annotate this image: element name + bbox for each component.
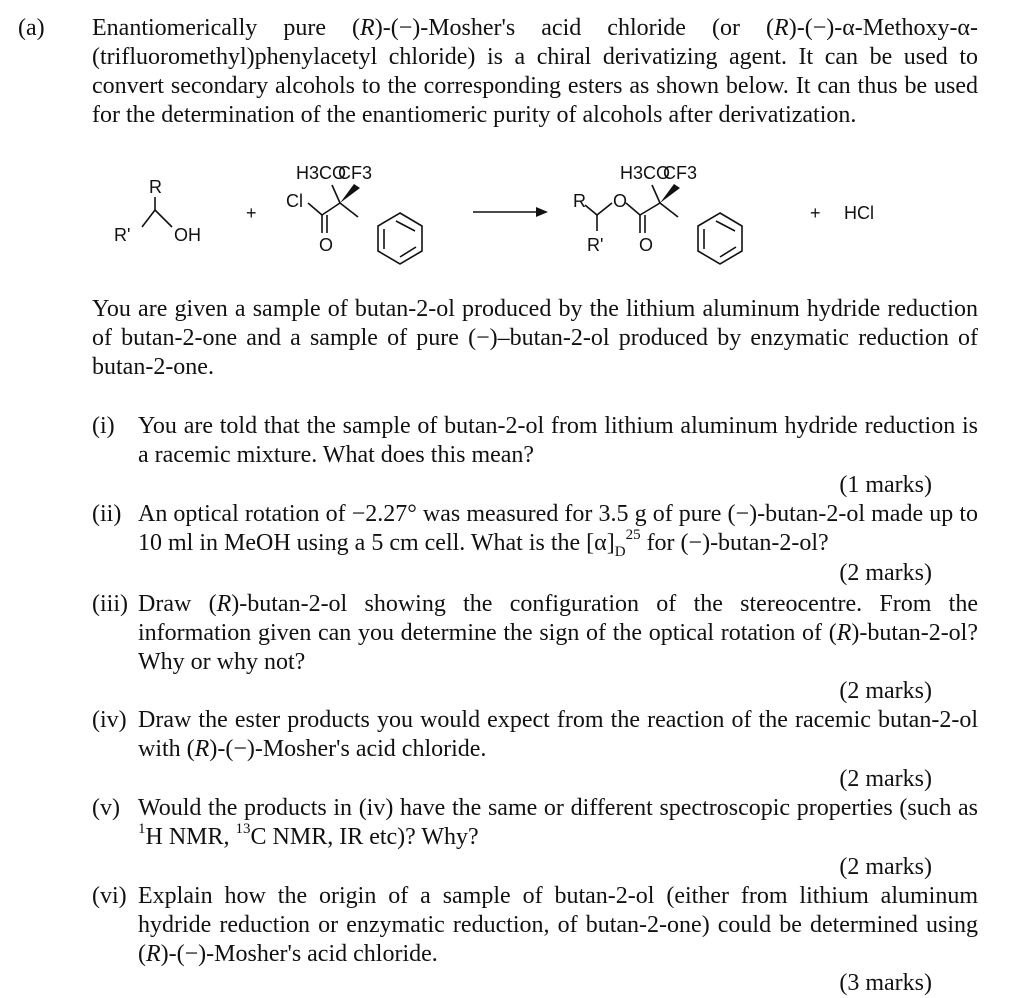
intro-paragraph: Enantiomerically pure (R)-(−)-Mosher's acid chloride (or (R)-(−)-α-Methoxy-α-(trifluoromethyl)phenylacetyl chloride) is a chiral derivatizing agent. It can be used to convert secondary alcohols to the corresponding esters as shown below. It can thus be used for the determination of the enantiomeric purity of alcohols after derivatization.	[92, 15, 978, 128]
question-marks: (1 marks)	[839, 472, 932, 498]
ester-carbonyl-o-label: O	[639, 235, 654, 255]
question-number: (i)	[92, 413, 115, 439]
ester-cf3-label: CF3	[663, 163, 698, 183]
plus-sign-2: +	[810, 203, 821, 223]
question-number: (vi)	[92, 883, 127, 909]
question-text: An optical rotation of −2.27° was measured for 3.5 g of pure (−)-butan-2-ol made up to 10 ml in MeOH using a 5 cm cell. What is the $[\alpha]_D^{25}$ for (−)-butan-2-ol?	[138, 501, 978, 560]
question-marks: (2 marks)	[839, 766, 932, 792]
part-label: (a)	[18, 15, 45, 41]
question-number: (iii)	[92, 591, 128, 617]
ester-r-label: R	[573, 191, 586, 211]
question-marks: (2 marks)	[839, 560, 932, 586]
acid-chloride-cl-label: Cl	[286, 191, 303, 211]
question-marks: (2 marks)	[839, 678, 932, 704]
question-text: Explain how the origin of a sample of butan-2-ol (either from lithium aluminum hydride reduction or enzymatic reduction, of butan-2-one) could be determined using (R)-(−)-Mosher's acid chloride.	[138, 883, 978, 967]
question-text: Draw the ester products you would expect from the reaction of the racemic butan-2-ol with (R)-(−)-Mosher's acid chloride.	[138, 707, 978, 762]
question-number: (ii)	[92, 501, 122, 527]
reaction-scheme	[100, 155, 900, 275]
question-number: (iv)	[92, 707, 127, 733]
question-text: Would the products in (iv) have the same or different spectroscopic properties (such as $^1$H NMR, $^{13}$C NMR, IR etc)? Why?	[138, 795, 978, 850]
question-marks: (2 marks)	[839, 854, 932, 880]
alcohol-r-label: R	[149, 177, 162, 197]
ester-h3co-label: H3CO	[620, 163, 671, 183]
acid-chloride-h3co-label: H3CO	[296, 163, 347, 183]
question-text: Draw (R)-butan-2-ol showing the configuration of the stereocentre. From the information given can you determine the sign of the optical rotation of (R)-butan-2-ol? Why or why not?	[138, 591, 978, 675]
hcl-label: HCl	[844, 203, 874, 223]
ester-o-label: O	[613, 191, 628, 211]
plus-sign-1: +	[246, 203, 257, 223]
alcohol-rprime-label: R'	[114, 225, 131, 245]
question-marks: (3 marks)	[839, 970, 932, 996]
given-paragraph: You are given a sample of butan-2-ol produced by the lithium aluminum hydride reduction of butan-2-one and a sample of pure (−)–butan-2-ol produced by enzymatic reduction of butan-2-one.	[92, 296, 978, 380]
question-number: (v)	[92, 795, 120, 821]
ester-rprime-label: R'	[587, 235, 604, 255]
alcohol-oh-label: OH	[174, 225, 201, 245]
acid-chloride-o-label: O	[319, 235, 334, 255]
question-text: You are told that the sample of butan-2-ol from lithium aluminum hydride reduction is a racemic mixture. What does this mean?	[138, 413, 978, 468]
acid-chloride-cf3-label: CF3	[338, 163, 373, 183]
